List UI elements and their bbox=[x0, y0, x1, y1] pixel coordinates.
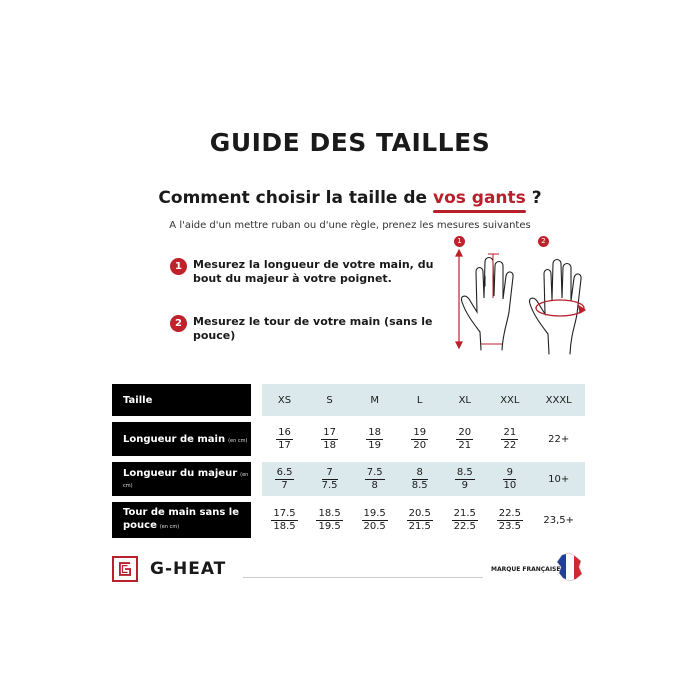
size-m: M bbox=[352, 384, 397, 416]
table-cell: $\frac{9}{10}$ bbox=[503, 466, 517, 491]
table-cell: $\frac{6.5}{7}$ bbox=[276, 466, 293, 491]
step-2-text: Mesurez le tour de votre main (sans le pouce) bbox=[193, 315, 433, 342]
g-heat-logo-icon bbox=[112, 556, 138, 582]
subtitle bbox=[0, 188, 700, 208]
brand-name: G-HEAT bbox=[150, 559, 227, 579]
subtitle-accent: vos gants bbox=[432, 188, 526, 208]
hand-badge-1: 1 bbox=[454, 236, 465, 247]
size-l: L bbox=[397, 384, 442, 416]
row-label: Longueur du majeur (en cm) bbox=[112, 462, 251, 496]
table-cell: $\frac{18.5}{19.5}$ bbox=[318, 507, 341, 532]
hand-1-icon bbox=[462, 258, 514, 351]
step-2 bbox=[170, 315, 450, 343]
hand-badge-2: 2 bbox=[538, 236, 549, 247]
table-row bbox=[112, 502, 585, 538]
france-map-flag-icon bbox=[556, 552, 584, 582]
table-cell: 10+ bbox=[532, 462, 585, 496]
hands-drawing bbox=[446, 232, 596, 357]
step-2-number: 2 bbox=[170, 315, 187, 332]
table-cell: $\frac{7.5}{8}$ bbox=[366, 466, 383, 491]
table-cell: $\frac{16}{17}$ bbox=[278, 426, 291, 451]
table-row bbox=[112, 462, 585, 496]
footer-divider bbox=[243, 577, 483, 578]
step-1 bbox=[170, 258, 450, 286]
table-cell: $\frac{17}{18}$ bbox=[323, 426, 336, 451]
table-cell: $\frac{22.5}{23.5}$ bbox=[498, 507, 521, 532]
table-cell: $\frac{19.5}{20.5}$ bbox=[363, 507, 386, 532]
step-1-text: Mesurez la longueur de votre main, du bout du majeur à votre poignet. bbox=[193, 258, 434, 285]
table-row bbox=[112, 422, 585, 456]
hand-1-markers bbox=[481, 254, 502, 344]
hand-2-icon bbox=[530, 260, 582, 355]
row-label: Longueur de main (en cm) bbox=[112, 422, 251, 456]
table-cell: $\frac{19}{20}$ bbox=[413, 426, 427, 451]
intro-text: A l'aide d'un mettre ruban ou d'une règle, prenez les mesures suivantes bbox=[169, 220, 531, 231]
table-cell: $\frac{20.5}{21.5}$ bbox=[408, 507, 431, 532]
table-header-row bbox=[112, 384, 585, 416]
subtitle-suffix: ? bbox=[525, 188, 542, 208]
size-xs: XS bbox=[262, 384, 307, 416]
table-cell: $\frac{17.5}{18.5}$ bbox=[273, 507, 296, 532]
page-title: GUIDE DES TAILLES bbox=[209, 128, 491, 157]
table-cell: $\frac{21.5}{22.5}$ bbox=[453, 507, 476, 532]
step-1-number: 1 bbox=[170, 258, 187, 275]
subtitle-prefix: Comment choisir la taille de bbox=[158, 188, 433, 208]
header-label: Taille bbox=[112, 384, 251, 416]
table-cell: $\frac{7}{7.5}$ bbox=[321, 466, 338, 491]
marque-francaise: MARQUE FRANÇAISE bbox=[491, 566, 561, 573]
size-table bbox=[112, 378, 585, 544]
hand-illustration bbox=[446, 232, 596, 357]
row-label: Tour de main sans le pouce (en cm) bbox=[112, 502, 251, 538]
size-xxl: XXL bbox=[487, 384, 532, 416]
table-cell: $\frac{18}{19}$ bbox=[368, 426, 382, 451]
table-cell: $\frac{8.5}{9}$ bbox=[456, 466, 473, 491]
table-cell: $\frac{20}{21}$ bbox=[458, 426, 472, 451]
table-cell: 22+ bbox=[532, 422, 585, 456]
size-xl: XL bbox=[442, 384, 487, 416]
size-s: S bbox=[307, 384, 352, 416]
table-cell: $\frac{8}{8.5}$ bbox=[411, 466, 428, 491]
size-xxxl: XXXL bbox=[532, 384, 585, 416]
table-cell: $\frac{21}{22}$ bbox=[503, 426, 517, 451]
table-cell: 23,5+ bbox=[532, 502, 585, 538]
